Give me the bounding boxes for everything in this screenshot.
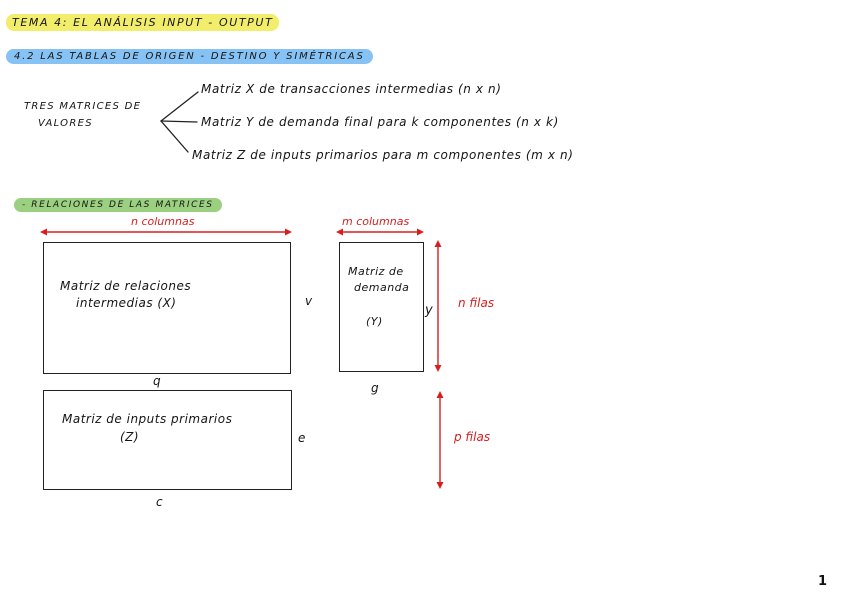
c-label: c <box>156 495 163 509</box>
e-label: e <box>298 431 306 445</box>
matrix-y-box <box>339 242 424 372</box>
v-label: v <box>305 294 313 308</box>
matrix-z-box <box>43 390 292 490</box>
matrix-x-box <box>43 242 291 374</box>
n-rows-label: n filas <box>458 296 495 310</box>
q-label: q <box>153 374 161 388</box>
matrix-y-box-line1: Matriz de <box>348 265 404 278</box>
intro-label-line1: TRES MATRICES DE <box>24 101 142 112</box>
matrix-z-box-line1: Matriz de inputs primarios <box>62 412 233 426</box>
matrix-y-box-line3: (Y) <box>366 315 383 328</box>
relations-title: - RELACIONES DE LAS MATRICES <box>14 198 222 212</box>
page-number: 1 <box>818 574 828 589</box>
y-label: y <box>425 303 433 318</box>
page-title: TEMA 4: EL ANÁLISIS INPUT - OUTPUT <box>6 14 279 31</box>
p-rows-label: p filas <box>454 430 491 444</box>
n-columns-label: n columnas <box>131 215 195 228</box>
matrix-x-box-line2: intermedias (X) <box>76 296 177 310</box>
matrix-x-box-line1: Matriz de relaciones <box>60 279 192 293</box>
matrix-y-box-line2: demanda <box>354 281 410 294</box>
section-title: 4.2 LAS TABLAS DE ORIGEN - DESTINO Y SIMÉTRICAS <box>6 49 373 64</box>
m-columns-label: m columnas <box>342 215 410 228</box>
intro-label-line2: VALORES <box>38 118 93 129</box>
matrix-y-description: Matriz Y de demanda final para k componentes (n x k) <box>201 115 559 129</box>
g-label: g <box>371 381 379 395</box>
matrix-z-box-line2: (Z) <box>120 430 140 444</box>
matrix-x-description: Matriz X de transacciones intermedias (n x n) <box>201 82 502 96</box>
matrix-z-description: Matriz Z de inputs primarios para m componentes (m x n) <box>192 148 574 162</box>
